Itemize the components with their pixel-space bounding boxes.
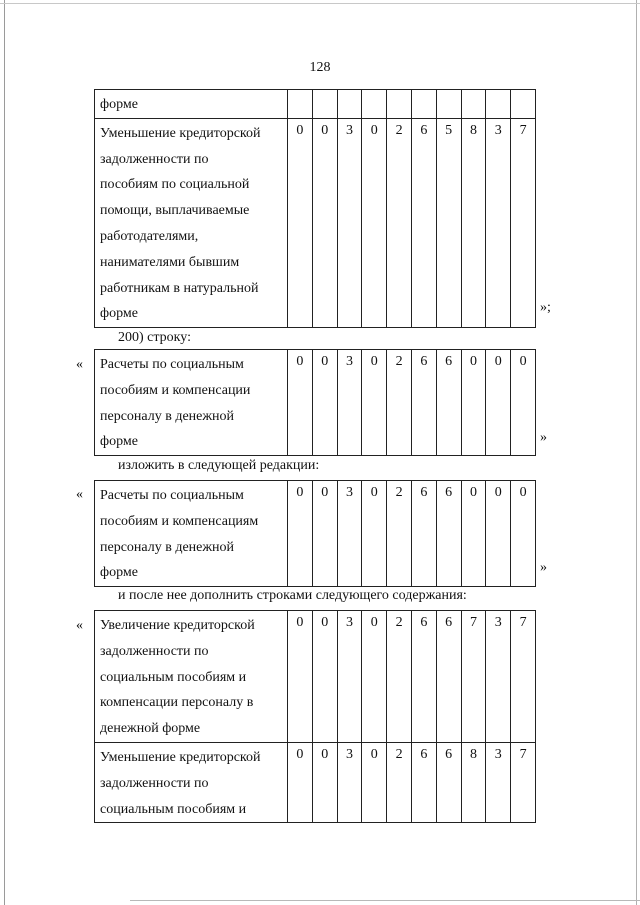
- code-digit-cell: 0: [362, 742, 387, 822]
- code-digit-cell: [511, 90, 536, 119]
- row-label-line: Расчеты по социальным: [100, 357, 244, 372]
- scan-edge-left: [4, 0, 5, 905]
- code-digit-cell: [411, 90, 436, 119]
- code-digit-cell: 2: [387, 611, 412, 743]
- code-digit-cell: 3: [486, 742, 511, 822]
- code-digit-cell: 7: [511, 118, 536, 327]
- row-label-line: задолженности по: [100, 643, 209, 659]
- close-quote-2: »: [540, 430, 547, 445]
- close-quote-3: »: [540, 560, 547, 575]
- row-label-line: форме: [100, 565, 138, 581]
- code-digit-cell: 6: [411, 742, 436, 822]
- code-digit-cell: 6: [436, 481, 461, 587]
- code-digit-cell: 0: [511, 481, 536, 587]
- row-label-line: денежной форме: [100, 721, 201, 737]
- row-label: [95, 481, 288, 587]
- code-digit-cell: 5: [436, 118, 461, 327]
- table-row: [95, 742, 536, 822]
- code-digit-cell: 3: [337, 118, 362, 327]
- code-digit-cell: 3: [486, 118, 511, 327]
- row-label-line: нанимателями бывшим: [100, 254, 240, 270]
- code-digit-cell: 0: [362, 481, 387, 587]
- code-digit-cell: [337, 90, 362, 119]
- code-digit-cell: 8: [461, 118, 486, 327]
- code-digit-cell: 0: [362, 611, 387, 743]
- row-label-line: персоналу в денежной: [100, 539, 235, 555]
- row-label-line: форме: [100, 306, 138, 322]
- code-digit-cell: 2: [387, 350, 412, 456]
- row-label-line: Уменьшение кредиторской: [100, 749, 261, 765]
- table-row: [95, 481, 536, 587]
- code-digit-cell: [288, 90, 313, 119]
- row-label-line: Уменьшение кредиторской: [100, 125, 261, 141]
- row-label-line: социальным пособиям и: [100, 801, 247, 817]
- code-table-4: [94, 610, 536, 823]
- code-digit-cell: 0: [288, 611, 313, 743]
- code-digit-cell: [436, 90, 461, 119]
- code-digit-cell: 2: [387, 118, 412, 327]
- scan-edge-right: [636, 0, 637, 905]
- table-row: [95, 90, 536, 119]
- code-digit-cell: 0: [288, 350, 313, 456]
- code-digit-cell: 0: [288, 742, 313, 822]
- row-label-line: пособиям по социальной: [100, 177, 250, 193]
- table-row: [95, 611, 536, 743]
- code-digit-cell: 3: [486, 611, 511, 743]
- instruction-replace-line: 200) строку:: [118, 330, 191, 345]
- code-digit-cell: 7: [461, 611, 486, 743]
- code-digit-cell: [362, 90, 387, 119]
- code-digit-cell: [486, 90, 511, 119]
- page-number: 128: [309, 60, 331, 75]
- open-quote-3: «: [76, 487, 83, 502]
- code-digit-cell: [387, 90, 412, 119]
- code-digit-cell: 0: [362, 118, 387, 327]
- code-table-1: [94, 89, 536, 328]
- instruction-restate-line: изложить в следующей редакции:: [118, 458, 320, 473]
- code-digit-cell: 6: [436, 742, 461, 822]
- row-label-line: работникам в натуральной: [100, 280, 259, 296]
- code-digit-cell: 6: [411, 611, 436, 743]
- code-digit-cell: 0: [461, 350, 486, 456]
- row-label: [95, 350, 288, 456]
- code-digit-cell: 3: [337, 350, 362, 456]
- code-digit-cell: 0: [312, 350, 337, 456]
- row-label-line: персоналу в денежной: [100, 408, 235, 424]
- code-digit-cell: 7: [511, 611, 536, 743]
- code-digit-cell: 6: [411, 481, 436, 587]
- code-digit-cell: 2: [387, 742, 412, 822]
- code-digit-cell: 6: [436, 350, 461, 456]
- code-digit-cell: 8: [461, 742, 486, 822]
- table-row: [95, 350, 536, 456]
- row-label-line: форме: [100, 434, 138, 450]
- code-digit-cell: 3: [337, 481, 362, 587]
- row-label-line: компенсации персоналу в: [100, 695, 254, 711]
- code-digit-cell: 0: [362, 350, 387, 456]
- row-label: [95, 90, 288, 119]
- code-digit-cell: 6: [411, 118, 436, 327]
- code-table-2: [94, 349, 536, 456]
- close-quote-1: »;: [540, 300, 551, 315]
- row-label-line: пособиям и компенсациям: [100, 513, 259, 529]
- row-label-line: пособиям и компенсации: [100, 382, 251, 398]
- code-digit-cell: 0: [312, 118, 337, 327]
- code-table-3: [94, 480, 536, 587]
- code-digit-cell: 0: [288, 118, 313, 327]
- code-digit-cell: 6: [436, 611, 461, 743]
- row-label-line: форме: [100, 97, 138, 112]
- code-digit-cell: 6: [411, 350, 436, 456]
- code-digit-cell: 0: [312, 611, 337, 743]
- code-digit-cell: 0: [312, 742, 337, 822]
- row-label: [95, 742, 288, 822]
- code-digit-cell: 7: [511, 742, 536, 822]
- row-label-line: задолженности по: [100, 775, 209, 791]
- row-label-line: социальным пособиям и: [100, 669, 247, 685]
- code-digit-cell: 0: [312, 481, 337, 587]
- row-label-line: работодателями,: [100, 228, 199, 244]
- row-label: [95, 118, 288, 327]
- code-digit-cell: [312, 90, 337, 119]
- code-digit-cell: 0: [486, 350, 511, 456]
- code-digit-cell: 0: [486, 481, 511, 587]
- code-digit-cell: 0: [288, 481, 313, 587]
- instruction-append-line: и после нее дополнить строками следующего содержания:: [118, 588, 467, 603]
- open-quote-4: «: [76, 618, 83, 633]
- row-label-line: Расчеты по социальным: [100, 488, 244, 503]
- code-digit-cell: [461, 90, 486, 119]
- code-digit-cell: 0: [461, 481, 486, 587]
- row-label-line: помощи, выплачиваемые: [100, 203, 250, 219]
- scan-edge-top: [0, 3, 640, 4]
- code-digit-cell: 2: [387, 481, 412, 587]
- row-label: [95, 611, 288, 743]
- open-quote-2: «: [76, 357, 83, 372]
- code-digit-cell: 3: [337, 742, 362, 822]
- scan-edge-bottom: [130, 900, 640, 901]
- table-row: [95, 118, 536, 327]
- row-label-line: Увеличение кредиторской: [100, 618, 255, 633]
- code-digit-cell: 3: [337, 611, 362, 743]
- row-label-line: задолженности по: [100, 151, 209, 167]
- code-digit-cell: 0: [511, 350, 536, 456]
